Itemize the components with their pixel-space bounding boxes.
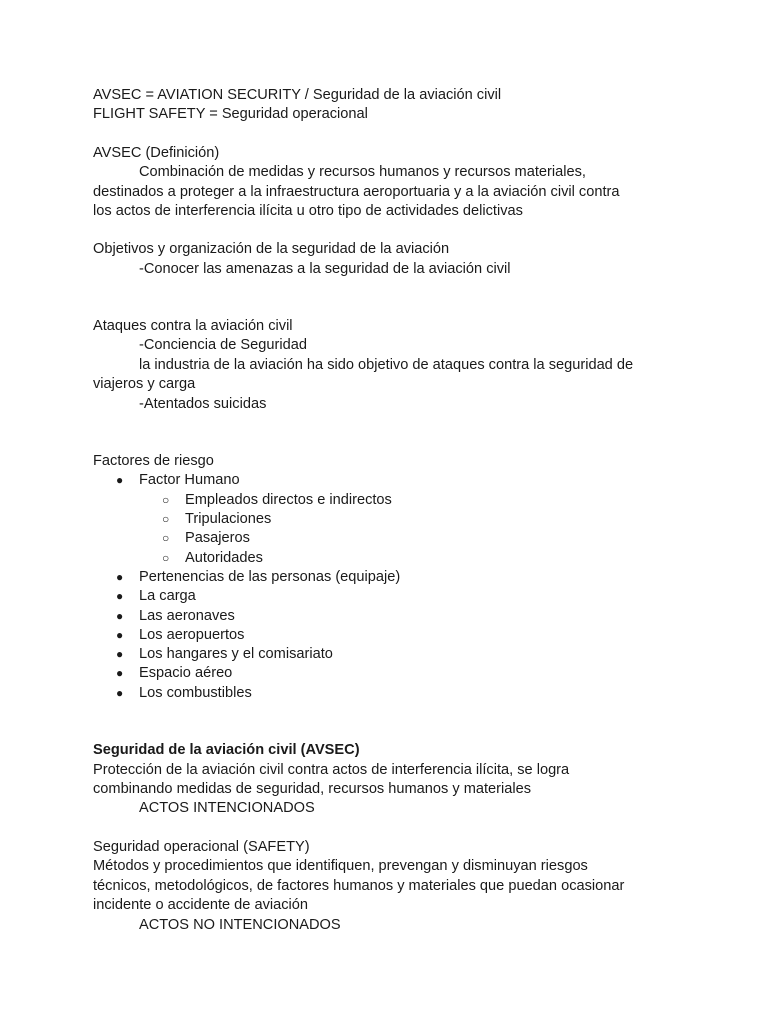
line-flight-safety: FLIGHT SAFETY = Seguridad operacional (93, 106, 368, 122)
attacks-line-4: -Atentados suicidas (139, 396, 267, 412)
list-item-label: Los aeropuertos (139, 627, 245, 643)
bullet-icon: ● (116, 570, 124, 584)
risk-factors-heading: Factores de riesgo (93, 453, 214, 469)
sub-list-item-label: Pasajeros (185, 530, 250, 546)
list-item-label: Espacio aéreo (139, 665, 233, 681)
attacks-line-3: viajeros y carga (93, 376, 196, 392)
safety-heading: Seguridad operacional (SAFETY) (93, 839, 310, 855)
bullet-icon: ● (116, 666, 124, 680)
bullet-icon: ● (116, 628, 124, 642)
safety-line-4: ACTOS NO INTENCIONADOS (139, 917, 341, 933)
sub-list-item-label: Tripulaciones (185, 511, 272, 527)
definition-line-2: destinados a proteger a la infraestructura aeroportuaria y a la aviación civil contra (93, 184, 620, 200)
safety-line-3: incidente o accidente de aviación (93, 897, 309, 913)
avsec-heading: Seguridad de la aviación civil (AVSEC) (93, 742, 360, 758)
attacks-line-2: la industria de la aviación ha sido objetivo de ataques contra la seguridad de (139, 357, 634, 373)
hollow-bullet-icon: ○ (162, 551, 170, 565)
list-item-label: Pertenencias de las personas (equipaje) (139, 569, 401, 585)
avsec-line-1: Protección de la aviación civil contra actos de interferencia ilícita, se logra (93, 762, 570, 778)
safety-line-1: Métodos y procedimientos que identifiquen, prevengan y disminuyan riesgos (93, 858, 588, 874)
attacks-line-1: -Conciencia de Seguridad (139, 337, 307, 353)
objectives-line-1: -Conocer las amenazas a la seguridad de la aviación civil (139, 261, 511, 277)
hollow-bullet-icon: ○ (162, 512, 170, 526)
safety-line-2: técnicos, metodológicos, de factores humanos y materiales que puedan ocasionar (93, 878, 625, 894)
avsec-line-2: combinando medidas de seguridad, recursos humanos y materiales (93, 781, 532, 797)
attacks-heading: Ataques contra la aviación civil (93, 318, 293, 334)
bullet-icon: ● (116, 473, 124, 487)
bullet-icon: ● (116, 589, 124, 603)
bullet-icon: ● (116, 686, 124, 700)
bullet-icon: ● (116, 609, 124, 623)
avsec-line-3: ACTOS INTENCIONADOS (139, 800, 315, 816)
sub-list-item-label: Empleados directos e indirectos (185, 492, 392, 508)
objectives-heading: Objetivos y organización de la seguridad de la aviación (93, 241, 450, 257)
line-avsec-acronym: AVSEC = AVIATION SECURITY / Seguridad de la aviación civil (93, 87, 502, 103)
definition-line-3: los actos de interferencia ilícita u otro tipo de actividades delictivas (93, 203, 523, 219)
list-item-label: Las aeronaves (139, 608, 235, 624)
definition-line-1: Combinación de medidas y recursos humanos y recursos materiales, (139, 164, 586, 180)
hollow-bullet-icon: ○ (162, 493, 170, 507)
definition-heading: AVSEC (Definición) (93, 145, 220, 161)
sub-list-item-label: Autoridades (185, 550, 263, 566)
hollow-bullet-icon: ○ (162, 531, 170, 545)
list-item-label: Los hangares y el comisariato (139, 646, 333, 662)
list-item-label: Factor Humano (139, 472, 240, 488)
list-item-label: Los combustibles (139, 685, 252, 701)
bullet-icon: ● (116, 647, 124, 661)
list-item-label: La carga (139, 588, 196, 604)
